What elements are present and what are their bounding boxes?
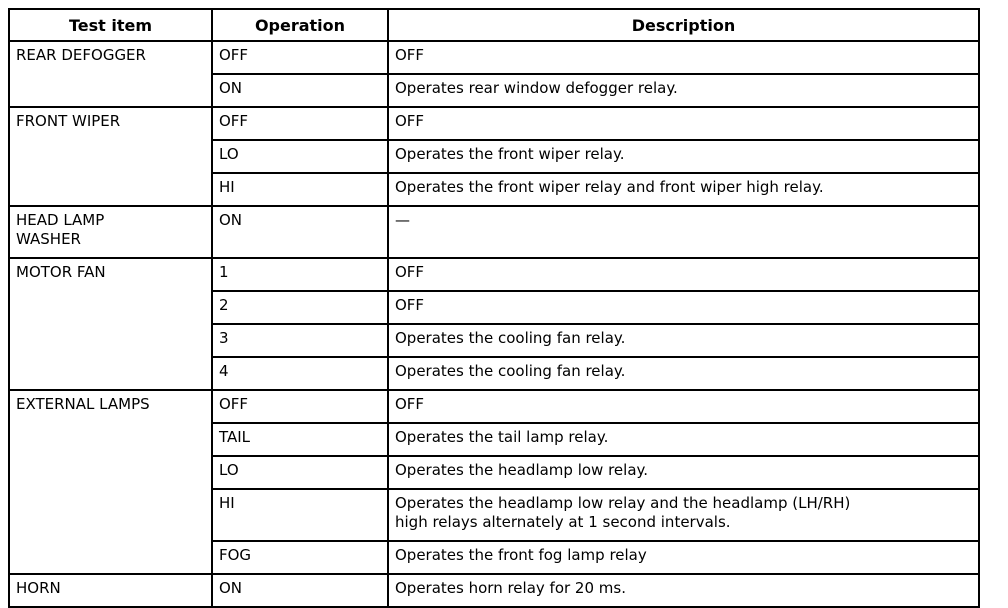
test-item-cell: HEAD LAMP WASHER xyxy=(9,206,212,258)
operation-cell: FOG xyxy=(212,541,388,574)
description-cell: Operates the headlamp low relay. xyxy=(388,456,979,489)
operation-cell: HI xyxy=(212,173,388,206)
header-operation: Operation xyxy=(212,9,388,41)
operation-cell: OFF xyxy=(212,107,388,140)
operation-cell: 4 xyxy=(212,357,388,390)
header-test-item: Test item xyxy=(9,9,212,41)
operation-cell: LO xyxy=(212,456,388,489)
header-row xyxy=(9,9,979,41)
description-cell: — xyxy=(388,206,979,258)
table-row xyxy=(9,574,979,607)
test-item-cell: REAR DEFOGGER xyxy=(9,41,212,107)
description-cell: OFF xyxy=(388,41,979,74)
description-cell: Operates the front wiper relay and front wiper high relay. xyxy=(388,173,979,206)
description-cell: Operates the tail lamp relay. xyxy=(388,423,979,456)
description-cell: OFF xyxy=(388,390,979,423)
description-cell: OFF xyxy=(388,258,979,291)
operation-cell: ON xyxy=(212,74,388,107)
description-cell: Operates the front fog lamp relay xyxy=(388,541,979,574)
description-cell: Operates the cooling fan relay. xyxy=(388,324,979,357)
description-cell: Operates rear window defogger relay. xyxy=(388,74,979,107)
description-cell: OFF xyxy=(388,291,979,324)
description-cell: Operates the headlamp low relay and the headlamp (LH/RH) high relays alternately at 1 second intervals. xyxy=(388,489,979,541)
table-row xyxy=(9,206,979,258)
operation-cell: 3 xyxy=(212,324,388,357)
operation-cell: TAIL xyxy=(212,423,388,456)
table-row xyxy=(9,107,979,140)
active-test-table xyxy=(8,8,980,608)
operation-cell: 2 xyxy=(212,291,388,324)
table-row xyxy=(9,258,979,291)
table-row xyxy=(9,390,979,423)
table-row xyxy=(9,41,979,74)
operation-cell: LO xyxy=(212,140,388,173)
operation-cell: ON xyxy=(212,574,388,607)
description-cell: OFF xyxy=(388,107,979,140)
operation-cell: OFF xyxy=(212,390,388,423)
test-item-cell: FRONT WIPER xyxy=(9,107,212,206)
table-body xyxy=(9,41,979,607)
operation-cell: ON xyxy=(212,206,388,258)
description-cell: Operates the cooling fan relay. xyxy=(388,357,979,390)
header-description: Description xyxy=(388,9,979,41)
test-item-cell: HORN xyxy=(9,574,212,607)
operation-cell: 1 xyxy=(212,258,388,291)
test-item-cell: EXTERNAL LAMPS xyxy=(9,390,212,574)
description-cell: Operates the front wiper relay. xyxy=(388,140,979,173)
operation-cell: OFF xyxy=(212,41,388,74)
test-item-cell: MOTOR FAN xyxy=(9,258,212,390)
description-cell: Operates horn relay for 20 ms. xyxy=(388,574,979,607)
operation-cell: HI xyxy=(212,489,388,541)
